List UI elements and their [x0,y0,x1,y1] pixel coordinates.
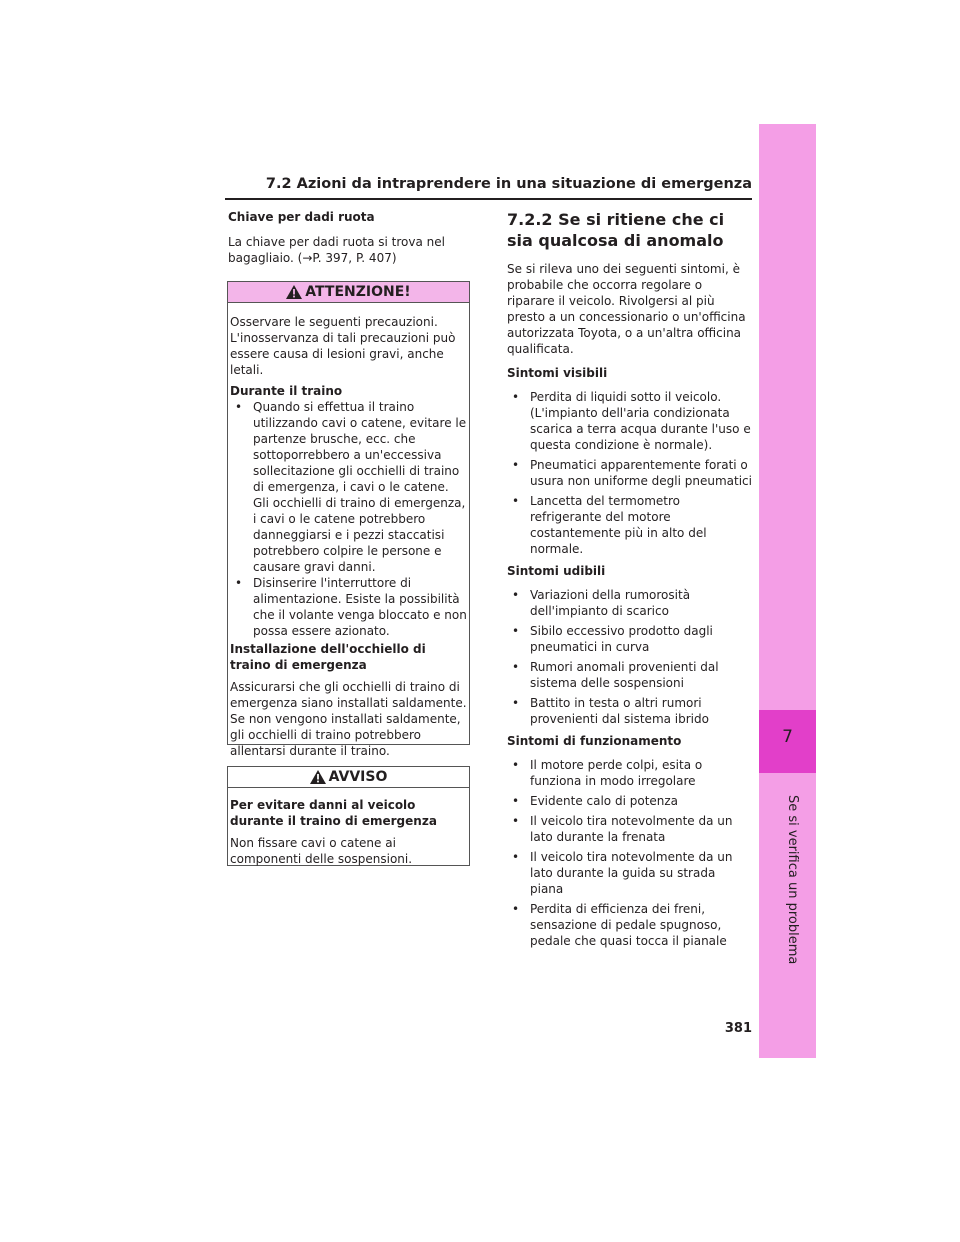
left-column [228,209,470,266]
warning-triangle-icon [286,285,302,299]
towing-bullets [230,399,467,639]
wrench-heading: Chiave per dadi ruota [228,210,375,224]
group-heading-operation: Sintomi di funzionamento [507,734,682,748]
list-item: • Sibilo eccessivo prodotto dagli pneumatici in curva [507,623,752,655]
list-item: • Lancetta del termometro refrigerante del motore costantemente più in alto del normale. [507,493,752,557]
towing-heading: Durante il traino [230,384,343,398]
list-item: • Perdita di liquidi sotto il veicolo. (L'impianto dell'aria condizionata scarica a terra acqua durante l'uso e questa condizione è normale). [507,389,752,453]
caution-box [227,281,470,758]
visible-symptoms-list [507,389,752,557]
caution-header [228,282,469,303]
right-column [507,209,752,953]
wrench-text: La chiave per dadi ruota si trova nel bagagliaio. (→P. 397, P. 407) [228,235,445,265]
list-item: • Battito in testa o altri rumori provenienti dal sistema ibrido [507,695,752,727]
list-item: • Il veicolo tira notevolmente da un lato durante la guida su strada piana [507,849,752,897]
list-item: • Evidente calo di potenza [507,793,752,809]
list-item: • Quando si effettua il traino utilizzando cavi o catene, evitare le partenze brusche, ecc. che sottoporrebbero a un'eccessiva sollecitazione gli occhielli di traino di emergenza, i cavi o le catene. Gli occhielli di traino di emergenza, i cavi o le catene potrebbero danneggiarsi e i pezzi staccatisi potrebbero colpire le persone e causare gravi danni. [230,399,467,575]
notice-heading: Per evitare danni al veicolo durante il traino di emergenza [230,798,437,828]
list-item: • Variazioni della rumorosità dell'impianto di scarico [507,587,752,619]
section-title-text: Se si ritiene che ci sia qualcosa di anomalo [507,210,725,250]
chapter-number: 7 [782,727,793,747]
list-item: • Rumori anomali provenienti dal sistema delle sospensioni [507,659,752,691]
section-intro: Se si rileva uno dei seguenti sintomi, è probabile che occorra regolare o riparare il veicolo. Rivolgersi al più presto a un concessionario o un'officina autorizzata Toyota, o a un'altra officina qualificata. [507,262,746,356]
page-number: 381 [724,1021,752,1036]
operation-symptoms-list [507,757,752,949]
notice-title: AVVISO [328,769,388,785]
notice-body [228,788,469,871]
caution-body [228,303,469,763]
audible-symptoms-list [507,587,752,727]
caution-intro: Osservare le seguenti precauzioni. L'inosservanza di tali precauzioni può essere causa di lesioni gravi, anche letali. [230,315,456,377]
list-item: • Pneumatici apparentemente forati o usura non uniforme degli pneumatici [507,457,752,489]
notice-header [228,767,469,788]
notice-box [227,766,470,866]
header-rule [225,198,752,200]
list-item: • Il veicolo tira notevolmente da un lato durante la frenata [507,813,752,845]
section-number: 7.2.2 [507,210,553,229]
caution-title: ATTENZIONE! [305,284,411,300]
group-heading-audible: Sintomi udibili [507,564,606,578]
list-item: • Perdita di efficienza dei freni, sensazione di pedale spugnoso, pedale che quasi tocca il pianale [507,901,752,949]
list-item: • Disinserire l'interruttore di alimentazione. Esiste la possibilità che il volante venga bloccato e non possa essere azionato. [230,575,467,639]
eye-text: Assicurarsi che gli occhielli di traino di emergenza siano installati saldamente. Se non vengono installati saldamente, gli occhielli di traino potrebbero allentarsi durante il traino. [230,680,467,758]
section-title [507,209,752,251]
eye-heading: Installazione dell'occhiello di traino di emergenza [230,642,426,672]
notice-text: Non fissare cavi o catene ai componenti delle sospensioni. [230,836,413,866]
warning-triangle-icon [310,770,326,784]
group-heading-visible: Sintomi visibili [507,366,608,380]
running-header: 7.2 Azioni da intraprendere in una situazione di emergenza [265,176,752,192]
chapter-title: Se si verifica un problema [785,795,800,965]
list-item: • Il motore perde colpi, esita o funziona in modo irregolare [507,757,752,789]
